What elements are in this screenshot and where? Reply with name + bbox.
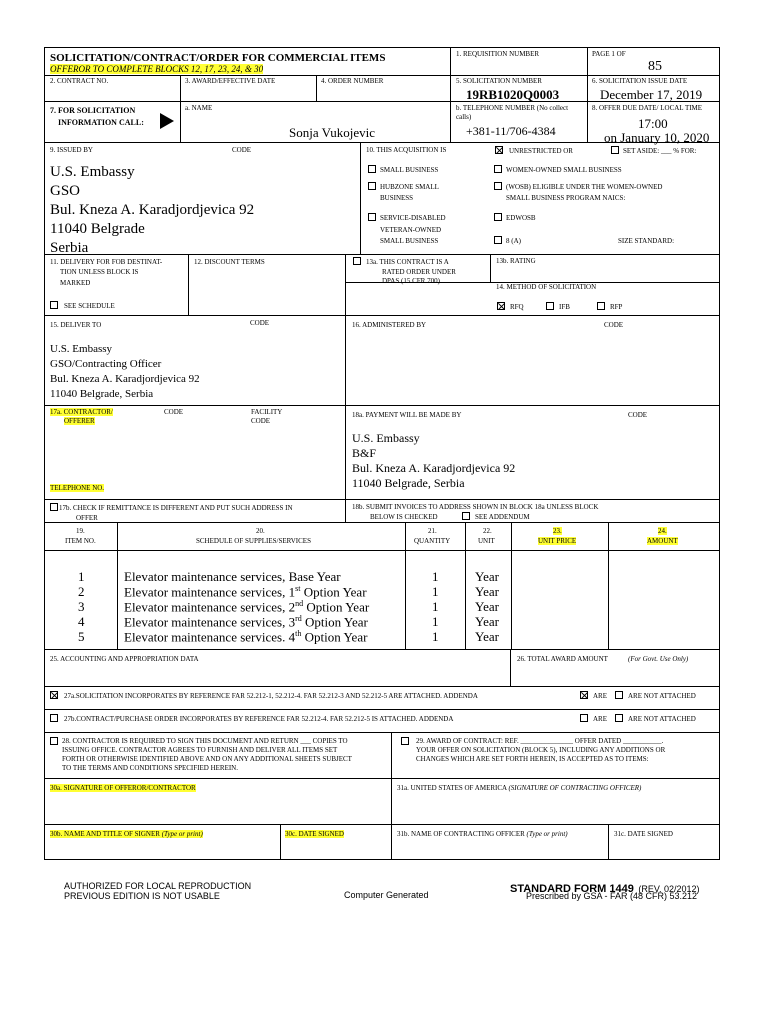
fob-label-3: MARKED (60, 279, 91, 287)
schedule-item-no: 2 (78, 584, 85, 599)
schedule-unit: Year (475, 599, 499, 614)
officer-name-label: 31b. NAME OF CONTRACTING OFFICER (Type or print) (397, 830, 568, 838)
payment-code-label: CODE (628, 411, 648, 419)
fob-label-2: TION UNLESS BLOCK IS (60, 268, 139, 276)
acquisition-label: 10. THIS ACQUISITION IS (366, 146, 447, 154)
clause-29-line-1: 29. AWARD OF CONTRACT: REF. _______________ OFFER DATED ___________. (416, 737, 664, 745)
schedule-quantity: 1 (432, 569, 439, 584)
signature-31a-label: 31a. UNITED STATES OF AMERICA (SIGNATURE OF CONTRACTING OFFICER) (397, 784, 642, 792)
offer-due-time: 17:00 (638, 116, 668, 131)
clause-27a-text: 27a.SOLICITATION INCORPORATES BY REFERENCE FAR 52.212-1, 52.212-4. FAR 52.212-3 AND 52.212-5 ARE ATTACHED. ADDENDA (64, 692, 478, 700)
addenda-are-not-27b-checkbox[interactable] (615, 714, 623, 722)
clause-27b-text: 27b.CONTRACT/PURCHASE ORDER INCORPORATES BY REFERENCE FAR 52.212-4. FAR 52.212-5 IS ATTACHED. ADDENDA (64, 715, 454, 723)
contractor-label-1: 17a. CONTRACTOR/ (50, 408, 113, 416)
schedule-description: Elevator maintenance services. 4th Option Year (124, 629, 368, 645)
submit-invoices-label-2: BELOW IS CHECKED (370, 513, 438, 521)
signer-name-label: 30b. NAME AND TITLE OF SIGNER (Type or print) (50, 830, 203, 838)
unit-header-1: 22. (483, 527, 492, 535)
footer-prescribed: Prescribed by GSA - FAR (48 CFR) 53.212 (526, 891, 698, 901)
administered-code-label: CODE (604, 321, 624, 329)
solicitation-number: 19RB1020Q0003 (466, 87, 560, 102)
offer-due-label: 8. OFFER DUE DATE/ LOCAL TIME (592, 104, 703, 112)
unrestricted-checkbox[interactable] (495, 146, 503, 154)
clause-29-line-3: CHANGES WHICH ARE SET FORTH HEREIN, IS ACCEPTED AS TO ITEMS: (416, 755, 649, 763)
schedule-description: Elevator maintenance services, 1st Option Year (124, 584, 367, 600)
administered-label: 16. ADMINISTERED BY (352, 321, 427, 329)
rfq-checkbox[interactable] (497, 302, 505, 310)
info-call-label-2: INFORMATION CALL: (58, 118, 144, 127)
method-label: 14. METHOD OF SOLICITATION (496, 283, 597, 291)
edwosb-checkbox[interactable] (494, 213, 502, 221)
small-business-checkbox[interactable] (368, 165, 376, 173)
see-schedule-label: SEE SCHEDULE (64, 302, 115, 310)
footer-form-name: STANDARD FORM 1449 (REV. 02/2012) (510, 883, 700, 895)
addenda-are-not-27a-label: ARE NOT ATTACHED (628, 692, 696, 700)
remittance-label-2: OFFER (76, 514, 98, 522)
addenda-are-not-27a-checkbox[interactable] (615, 691, 623, 699)
deliver-to-code-label: CODE (250, 319, 270, 327)
telephone-number: +381-11/706-4384 (466, 124, 556, 138)
schedule-quantity: 1 (432, 599, 439, 614)
rating-label: 13b. RATING (496, 257, 536, 265)
schedule-unit: Year (475, 614, 499, 629)
total-award-note: (For Govt. Use Only) (628, 655, 689, 663)
fob-label-1: 11. DELIVERY FOR FOB DESTINAT- (50, 258, 163, 266)
payment-label: 18a. PAYMENT WILL BE MADE BY (352, 411, 462, 419)
facility-label-2: CODE (251, 417, 271, 425)
clause-29-line-2: YOUR OFFER ON SOLICITATION (BLOCK 5), INCLUDING ANY ADDITIONS OR (416, 746, 666, 754)
amount-header-1: 24. (658, 527, 667, 535)
schedule-unit: Year (475, 569, 499, 584)
see-schedule-checkbox[interactable] (50, 301, 58, 309)
rated-order-checkbox[interactable] (353, 257, 361, 265)
date-signed-31c-label: 31c. DATE SIGNED (614, 830, 673, 838)
addenda-are-27a-checkbox[interactable] (580, 691, 588, 699)
schedule-item-no: 3 (78, 599, 85, 614)
remittance-label-1: 17b. CHECK IF REMITTANCE IS DIFFERENT AND PUT SUCH ADDRESS IN (59, 504, 293, 512)
schedule-unit: Year (475, 629, 499, 644)
clause-27b-checkbox[interactable] (50, 714, 58, 722)
footer-previous-edition: PREVIOUS EDITION IS NOT USABLE (64, 891, 220, 901)
telephone-no-label: TELEPHONE NO. (50, 484, 105, 492)
sdvosb-label: SERVICE-DISABLED (380, 214, 446, 222)
ifb-label: IFB (559, 303, 570, 311)
form-title: SOLICITATION/CONTRACT/ORDER FOR COMMERCIAL ITEMS (50, 52, 386, 64)
footer-computer-generated: Computer Generated (344, 890, 429, 900)
issued-by-label: 9. ISSUED BY (50, 146, 93, 154)
hubzone-checkbox[interactable] (368, 182, 376, 190)
item-no-header-1: 19. (76, 527, 85, 535)
see-addendum-checkbox[interactable] (462, 512, 470, 520)
issued-by-code-label: CODE (232, 146, 252, 154)
set-aside-checkbox[interactable] (611, 146, 619, 154)
unrestricted-label: UNRESTRICTED OR (509, 147, 573, 155)
schedule-quantity: 1 (432, 614, 439, 629)
telephone-label: b. TELEPHONE NUMBER (No collect calls) (456, 104, 569, 121)
quantity-header-2: QUANTITY (414, 537, 451, 545)
order-number-label: 4. ORDER NUMBER (321, 77, 384, 85)
issue-date: December 17, 2019 (600, 87, 703, 102)
clause-28-line-2: ISSUING OFFICE. CONTRACTOR AGREES TO FURNISH AND DELIVER ALL ITEMS SET (62, 746, 338, 754)
wosb-label-2: SMALL BUSINESS PROGRAM NAICS: (506, 194, 626, 202)
schedule-quantity: 1 (432, 584, 439, 599)
solicitation-number-label: 5. SOLICITATION NUMBER (456, 77, 542, 85)
clause-28-line-3: FORTH OR OTHERWISE IDENTIFIED ABOVE AND ON ANY ADDITIONAL SHEETS SUBJECT (62, 755, 352, 763)
unit-price-header-1: 23. (553, 527, 562, 535)
size-standard-label: SIZE STANDARD: (618, 237, 675, 245)
rated-label-2: RATED ORDER UNDER (382, 268, 456, 276)
addenda-are-27a-label: ARE (593, 692, 607, 700)
deliver-to-address: U.S. Embassy GSO/Contracting Officer Bul. Kneza A. Karadjordjevica 92 11040 Belgrade, Serbia (50, 343, 200, 400)
item-no-header-2: ITEM NO. (65, 537, 96, 545)
wosb-label: (WOSB) ELIGIBLE UNDER THE WOMEN-OWNED (506, 183, 663, 191)
schedule-unit: Year (475, 584, 499, 599)
clause-29-checkbox[interactable] (401, 737, 409, 745)
offer-due-date: on January 10, 2020 (604, 130, 710, 145)
schedule-description: Elevator maintenance services, 2nd Option Year (124, 599, 370, 615)
rfp-checkbox[interactable] (597, 302, 605, 310)
addenda-are-27b-label: ARE (593, 715, 607, 723)
clause-27a-checkbox[interactable] (50, 691, 58, 699)
contract-no-label: 2. CONTRACT NO. (50, 77, 109, 85)
schedule-item-no: 1 (78, 569, 85, 584)
unit-price-header-2: UNIT PRICE (538, 537, 577, 545)
addenda-are-27b-checkbox[interactable] (580, 714, 588, 722)
offeror-note: OFFEROR TO COMPLETE BLOCKS 12, 17, 23, 24, & 30 (50, 64, 264, 74)
issue-date-label: 6. SOLICITATION ISSUE DATE (592, 77, 688, 85)
contact-name: Sonja Vukojevic (289, 125, 375, 140)
set-aside-label: SET ASIDE: ___ % FOR: (623, 147, 697, 155)
date-signed-30c-label: 30c. DATE SIGNED (285, 830, 344, 838)
requisition-label: 1. REQUISITION NUMBER (456, 50, 540, 58)
addenda-are-not-27b-label: ARE NOT ATTACHED (628, 715, 696, 723)
schedule-quantity: 1 (432, 629, 439, 644)
rated-label-3: DPAS (15 CFR 700) (382, 277, 440, 285)
women-owned-label: WOMEN-OWNED SMALL BUSINESS (506, 166, 622, 174)
amount-header-2: AMOUNT (647, 537, 678, 545)
arrow-right-icon (160, 113, 174, 129)
rfp-label: RFP (610, 303, 623, 311)
clause-28-line-1: 28. CONTRACTOR IS REQUIRED TO SIGN THIS DOCUMENT AND RETURN ___ COPIES TO (62, 737, 348, 745)
discount-label: 12. DISCOUNT TERMS (194, 258, 265, 266)
see-addendum-label: SEE ADDENDUM (475, 513, 530, 521)
schedule-item-no: 5 (78, 629, 85, 644)
supplies-header-1: 20. (256, 527, 265, 535)
page-label: PAGE 1 OF (592, 50, 626, 58)
submit-invoices-label-1: 18b. SUBMIT INVOICES TO ADDRESS SHOWN IN BLOCK 18a UNLESS BLOCK (352, 503, 599, 511)
hubzone-label: HUBZONE SMALL (380, 183, 439, 191)
clause-28-checkbox[interactable] (50, 737, 58, 745)
small-business-label: SMALL BUSINESS (380, 166, 439, 174)
issued-by-address: U.S. Embassy GSO Bul. Kneza A. Karadjordjevica 92 11040 Belgrade Serbia (50, 164, 255, 256)
sdvosb-checkbox[interactable] (368, 213, 376, 221)
contact-name-label: a. NAME (185, 104, 213, 112)
edwosb-label: EDWOSB (506, 214, 536, 222)
footer-reproduction: AUTHORIZED FOR LOCAL REPRODUCTION (64, 881, 252, 891)
hubzone-label-2: BUSINESS (380, 194, 414, 202)
quantity-header-1: 21. (428, 527, 437, 535)
signature-30a-label: 30a. SIGNATURE OF OFFEROR/CONTRACTOR (50, 784, 196, 792)
supplies-header-2: SCHEDULE OF SUPPLIES/SERVICES (196, 537, 311, 545)
remittance-checkbox[interactable] (50, 503, 58, 511)
schedule-item-no: 4 (78, 614, 85, 629)
rated-label-1: 13a. THIS CONTRACT IS A (366, 258, 449, 266)
eight-a-label: 8 (A) (506, 237, 521, 245)
women-owned-checkbox[interactable] (494, 165, 502, 173)
sdvosb-label-2: VETERAN-OWNED (380, 226, 442, 234)
unit-header-2: UNIT (478, 537, 495, 545)
wosb-checkbox[interactable] (494, 182, 502, 190)
rfq-label: RFQ (510, 303, 524, 311)
schedule-description: Elevator maintenance services, Base Year (124, 569, 341, 584)
schedule-description: Elevator maintenance services, 3rd Option Year (124, 614, 368, 630)
total-award-label: 26. TOTAL AWARD AMOUNT (517, 655, 608, 663)
deliver-to-label: 15. DELIVER TO (50, 321, 102, 329)
facility-label-1: FACILITY (251, 408, 283, 416)
payment-address: U.S. Embassy B&F Bul. Kneza A. Karadjordjevica 92 11040 Belgrade, Serbia (352, 431, 516, 490)
contractor-label-2: OFFERER (64, 417, 95, 425)
page-count: 85 (648, 59, 662, 74)
info-call-label-1: 7. FOR SOLICITATION (50, 106, 136, 115)
eight-a-checkbox[interactable] (494, 236, 502, 244)
sdvosb-label-3: SMALL BUSINESS (380, 237, 439, 245)
clause-28-line-4: TO THE TERMS AND CONDITIONS SPECIFIED HEREIN. (62, 764, 238, 772)
accounting-label: 25. ACCOUNTING AND APPROPRIATION DATA (50, 655, 199, 663)
award-date-label: 3. AWARD/EFFECTIVE DATE (185, 77, 276, 85)
schedule-header (44, 522, 720, 551)
ifb-checkbox[interactable] (546, 302, 554, 310)
contractor-code-label: CODE (164, 408, 184, 416)
